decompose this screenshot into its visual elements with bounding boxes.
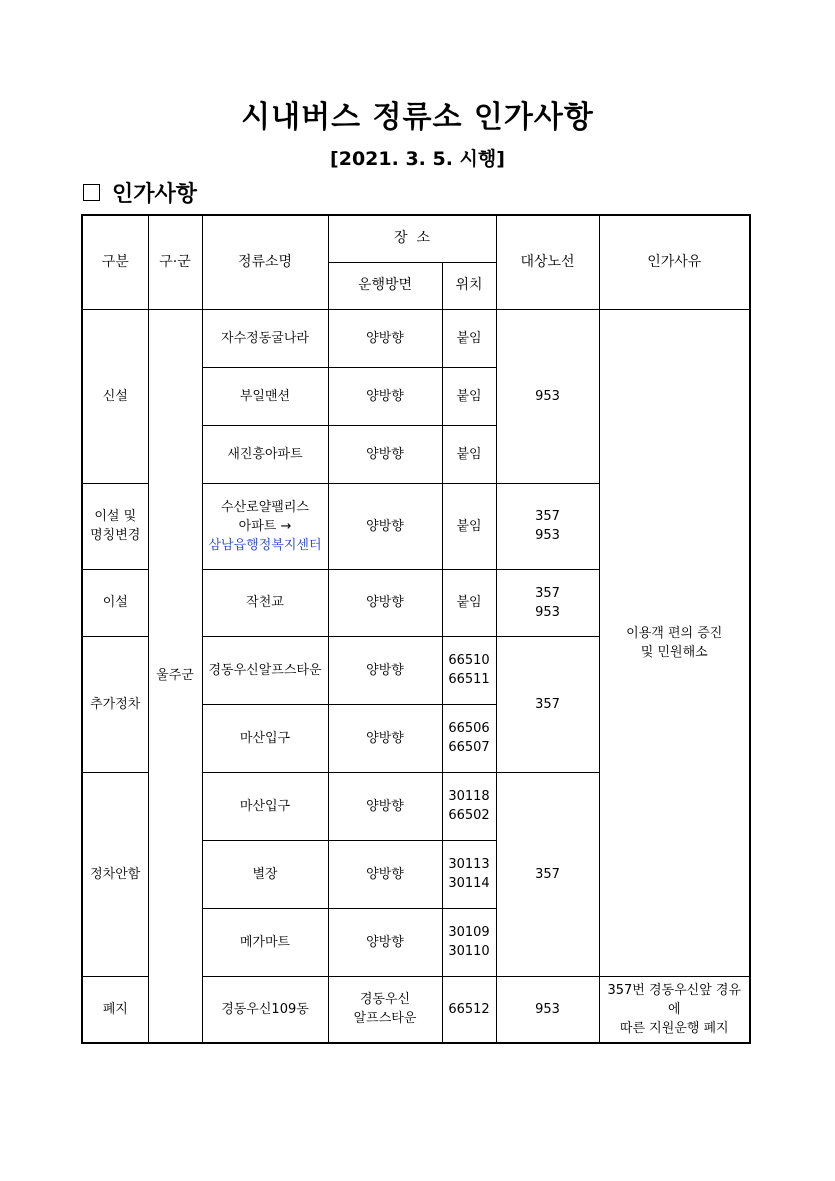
header-position: 위치 — [442, 262, 496, 309]
stop-name: 새진흥아파트 — [202, 425, 328, 483]
stop-name: 경동우신109동 — [202, 976, 328, 1043]
direction: 양방향 — [328, 367, 442, 425]
approval-table — [81, 214, 751, 1044]
header-district: 구·군 — [148, 215, 202, 309]
position: 붙임 — [442, 367, 496, 425]
reason-main: 이용객 편의 증진 및 민원해소 — [599, 309, 750, 976]
position: 66512 — [442, 976, 496, 1043]
stop-name: 마산입구 — [202, 704, 328, 772]
direction: 양방향 — [328, 772, 442, 840]
stop-name-line: 아파트 → — [238, 518, 292, 534]
stop-name-renamed — [202, 483, 328, 569]
direction: 양방향 — [328, 704, 442, 772]
category-new: 신설 — [82, 309, 148, 483]
position: 붙임 — [442, 483, 496, 569]
routes-relocate-rename: 357 953 — [496, 483, 599, 569]
position: 66506 66507 — [442, 704, 496, 772]
header-stop-name: 정류소명 — [202, 215, 328, 309]
category-no-stop: 정차안함 — [82, 772, 148, 976]
direction: 양방향 — [328, 309, 442, 367]
page-title: 시내버스 정류소 인가사항 — [241, 100, 594, 135]
stop-name: 자수정동굴나라 — [202, 309, 328, 367]
stop-name: 메가마트 — [202, 908, 328, 976]
section-heading-label: 인가사항 — [112, 182, 198, 207]
direction: 양방향 — [328, 425, 442, 483]
direction: 양방향 — [328, 636, 442, 704]
category-relocate: 이설 — [82, 569, 148, 636]
category-relocate-rename: 이설 및 명칭변경 — [82, 483, 148, 569]
position: 66510 66511 — [442, 636, 496, 704]
position: 붙임 — [442, 569, 496, 636]
category-add: 추가정차 — [82, 636, 148, 772]
direction: 양방향 — [328, 840, 442, 908]
header-routes: 대상노선 — [496, 215, 599, 309]
reason-abolish: 357번 경동우신앞 경유에 따른 지원운행 폐지 — [599, 976, 750, 1043]
position: 30118 66502 — [442, 772, 496, 840]
stop-name-line: 수산로얄팰리스 — [221, 499, 309, 515]
stop-name: 마산입구 — [202, 772, 328, 840]
direction: 양방향 — [328, 483, 442, 569]
routes-add: 357 — [496, 636, 599, 772]
effective-date: [2021. 3. 5. 시행] — [330, 148, 505, 170]
position: 30113 30114 — [442, 840, 496, 908]
position: 30109 30110 — [442, 908, 496, 976]
header-reason: 인가사유 — [599, 215, 750, 309]
stop-name: 부일맨션 — [202, 367, 328, 425]
routes-new: 953 — [496, 309, 599, 483]
routes-relocate: 357 953 — [496, 569, 599, 636]
direction: 양방향 — [328, 569, 442, 636]
direction: 경동우신 알프스타운 — [328, 976, 442, 1043]
section-heading — [83, 177, 197, 208]
position: 붙임 — [442, 425, 496, 483]
direction: 양방향 — [328, 908, 442, 976]
checkbox-square-icon — [83, 184, 100, 201]
header-location: 장 소 — [328, 215, 496, 262]
header-category: 구분 — [82, 215, 148, 309]
stop-name: 별장 — [202, 840, 328, 908]
category-abolish: 폐지 — [82, 976, 148, 1043]
header-direction: 운행방면 — [328, 262, 442, 309]
routes-abolish: 953 — [496, 976, 599, 1043]
routes-no-stop: 357 — [496, 772, 599, 976]
stop-name: 경동우신알프스타운 — [202, 636, 328, 704]
position: 붙임 — [442, 309, 496, 367]
district-cell: 울주군 — [148, 309, 202, 1043]
stop-name: 작천교 — [202, 569, 328, 636]
stop-name-new: 삼남읍행정복지센터 — [208, 537, 322, 553]
